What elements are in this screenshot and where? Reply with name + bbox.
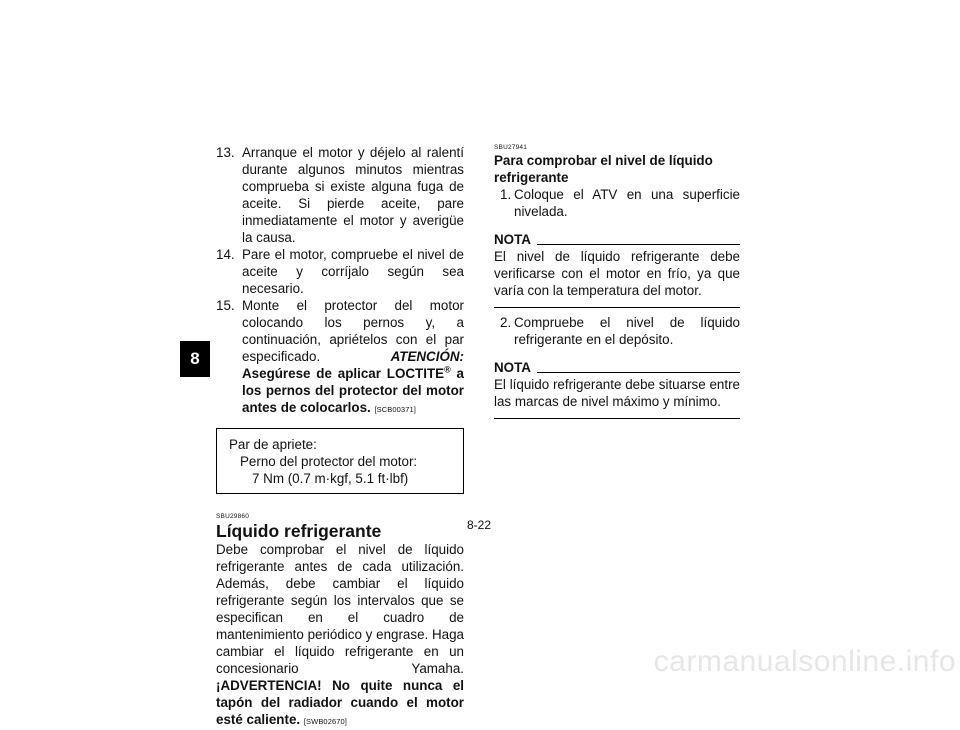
warning-text: ¡ADVERTENCIA! No quite nunca el tapón del radiador cuando el motor esté caliente. (216, 678, 464, 727)
list-item-13 (216, 144, 464, 246)
step-text: Compruebe el nivel de líquido refrigerante en el depósito. (514, 315, 740, 347)
list-number: 15. (216, 298, 235, 313)
step-text: Coloque el ATV en una superficie nivelada. (514, 187, 740, 219)
left-column (216, 144, 464, 730)
note-header (494, 231, 740, 248)
note-rule (537, 372, 740, 373)
chapter-tab: 8 (180, 341, 210, 377)
attention-text: Asegúrese de aplicar LOCTITE® a los pernos del protector del motor antes de colocarlos. (242, 364, 464, 415)
step-1 (494, 186, 740, 220)
list-number: 14. (216, 247, 235, 262)
svg-text:carmanualsonline.info: carmanualsonline.info (653, 645, 956, 678)
warning-code: [SWB02670] (303, 717, 347, 726)
list-text: Monte el protector del motor colocando los pernos y, a continuación, apriételos con el par especificado. (242, 298, 464, 364)
note-header (494, 359, 740, 376)
watermark-logo (596, 640, 960, 678)
page-number: 8-22 (467, 518, 492, 532)
section-body: Debe comprobar el nivel de líquido refrigerante antes de cada utilización. Además, debe cambiar el líquido refrigerante según los intervalos que se especifican en el cuadro de mantenimiento periódico y engrase. Haga cambiar el líquido refrigerante en un concesionario Yamaha. ¡ADVERTENCIA! No quite nunca el tapón del radiador cuando el motor esté caliente. [SWB02670] (216, 542, 464, 727)
torque-value: 7 Nm (0.7 m·kgf, 5.1 ft·lbf) (252, 471, 409, 486)
torque-part: Perno del protector del motor: (240, 454, 418, 469)
note-end-rule (494, 307, 740, 308)
attention-label: ATENCIÓN: (390, 349, 464, 364)
attention-code: [SCB00371] (374, 405, 416, 414)
list-number: 13. (216, 145, 235, 160)
torque-spec-box (216, 428, 464, 494)
step-number: 1. (500, 187, 512, 202)
note-text: El nivel de líquido refrigerante debe verificarse con el motor en frío, ya que varía con la temperatura del motor. (494, 249, 740, 298)
subsection-title: Para comprobar el nivel de líquido refrigerante (494, 153, 713, 185)
list-text: Arranque el motor y déjelo al ralentí durante algunos minutos mientras comprueba si existe alguna fuga de aceite. Si pierde aceite, pare inmediatamente el motor y averigüe la causa. (242, 145, 464, 245)
note-end-rule (494, 418, 740, 419)
step-2 (494, 314, 740, 348)
section-code: SBU29860 (216, 513, 250, 520)
note-rule (537, 244, 740, 245)
list-text: Pare el motor, compruebe el nivel de aceite y corríjalo según sea necesario. (242, 247, 464, 296)
step-number: 2. (500, 315, 512, 330)
note-label: NOTA (494, 360, 531, 375)
list-item-14 (216, 246, 464, 297)
note-label: NOTA (494, 232, 531, 247)
subsection-code: SBU27941 (494, 144, 528, 151)
right-column (494, 144, 740, 419)
list-item-15 (216, 297, 464, 418)
note-text: El líquido refrigerante debe situarse entre las marcas de nivel máximo y mínimo. (494, 377, 740, 409)
section-title: Líquido refrigerante (216, 521, 382, 541)
torque-label: Par de apriete: (229, 437, 317, 452)
